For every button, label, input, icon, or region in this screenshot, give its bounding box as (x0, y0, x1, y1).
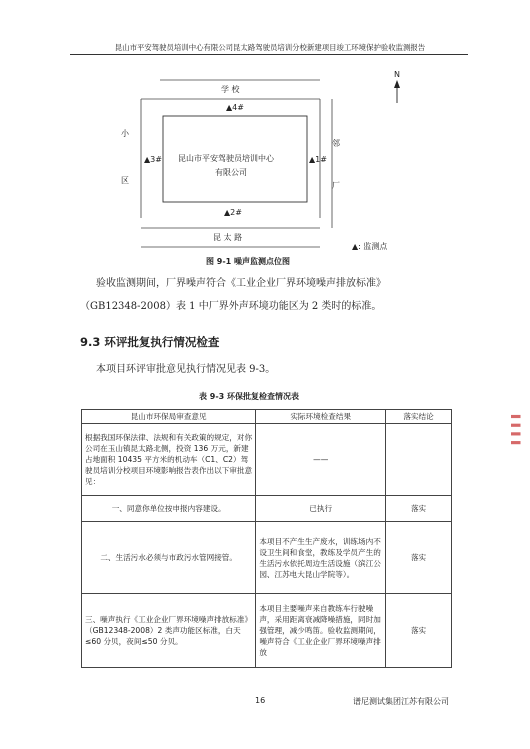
section-title: 9.3 环评批复执行情况检查 (80, 335, 220, 349)
monitoring-point-2: ▲2# (224, 208, 242, 217)
diagram-legend: ▲: 监测点 (352, 242, 388, 251)
bottom-road-label: 昆 太 路 (213, 233, 243, 242)
north-label: N (394, 70, 400, 79)
monitoring-point-1: ▲1# (309, 155, 327, 164)
header-result: 实际环境检查结果 (256, 410, 386, 424)
right-neighbor-label-1: 邻 (332, 139, 340, 148)
row-1-result: —— (256, 424, 386, 496)
header-conclusion: 落实结论 (386, 410, 452, 424)
table-row (82, 496, 452, 522)
paragraph-1-line-2: （GB12348-2008）表 1 中厂界外声环境功能区为 2 类时的标准。 (80, 301, 382, 312)
left-neighbor-label-1: 小 (121, 129, 129, 138)
building-name-line2: 有限公司 (215, 168, 247, 177)
monitoring-point-4: ▲4# (226, 103, 244, 112)
page-header: 昆山市平安驾驶员培训中心有限公司昆太路驾驶员培训分校新建项目竣工环境保护验收监测报告 (114, 43, 426, 52)
diagram-lines (0, 0, 530, 260)
footer-company: 谱尼测试集团江苏有限公司 (353, 697, 449, 706)
row-4-opinion: 三、噪声执行《工业企业厂界环境噪声排放标准》（GB12348-2008）2 类声功能区标准，白天≤60 分贝，夜间≤50 分贝。 (82, 594, 256, 668)
row-1-conclusion (386, 424, 452, 496)
margin-stamp-marks: ▌ ▌ ▌ ▌ (511, 415, 520, 448)
row-1-opinion: 根据我国环保法律、法规和有关政策的规定，对你公司在玉山镇昆太路北侧，投资 136 万元，新建占地面积 10435 平方米的机动车（C1、C2）驾驶员培训分校项目环境影响报告表作出以下审批意见： (82, 424, 256, 496)
row-2-conclusion: 落实 (386, 496, 452, 522)
row-2-opinion: 一、同意你单位按申报内容建设。 (82, 496, 256, 522)
row-3-conclusion: 落实 (386, 522, 452, 594)
building-name-line1: 昆山市平安驾驶员培训中心 (178, 154, 274, 163)
top-road-label: 学 校 (221, 85, 240, 94)
row-4-conclusion: 落实 (386, 594, 452, 668)
row-3-opinion: 二、生活污水必须与市政污水管网接管。 (82, 522, 256, 594)
paragraph-2: 本项目环评审批意见执行情况见表 9-3。 (96, 364, 276, 375)
table-caption: 表 9-3 环保批复检查情况表 (199, 392, 300, 401)
right-neighbor-label-2: 厂 (332, 181, 340, 190)
table-row (82, 522, 452, 594)
approval-check-table (81, 409, 452, 668)
table-row (82, 594, 452, 668)
monitoring-point-3: ▲3# (144, 155, 162, 164)
header-opinion: 昆山市环保局审查意见 (82, 410, 256, 424)
left-neighbor-label-2: 区 (121, 176, 129, 185)
paragraph-1-line-1: 验收监测期间，厂界噪声符合《工业企业厂界环境噪声排放标准》 (96, 278, 386, 289)
table-row (82, 424, 452, 496)
page-number: 16 (255, 696, 266, 705)
row-3-result: 本项目不产生生产废水，训练场内不设卫生间和食堂，教练及学员产生的生活污水依托周边生活设施（滨江公园、江苏电大昆山学院等）。 (256, 522, 386, 594)
figure-caption: 图 9-1 噪声监测点位图 (206, 257, 291, 266)
row-2-result: 已执行 (256, 496, 386, 522)
row-4-result: 本项目主要噪声来自教练车行驶噪声，采用距离衰减降噪措施，同时加强管理，减少鸣笛。验收监测期间，噪声符合《工业企业厂界环境噪声排放 (256, 594, 386, 668)
table-header-row (82, 410, 452, 424)
